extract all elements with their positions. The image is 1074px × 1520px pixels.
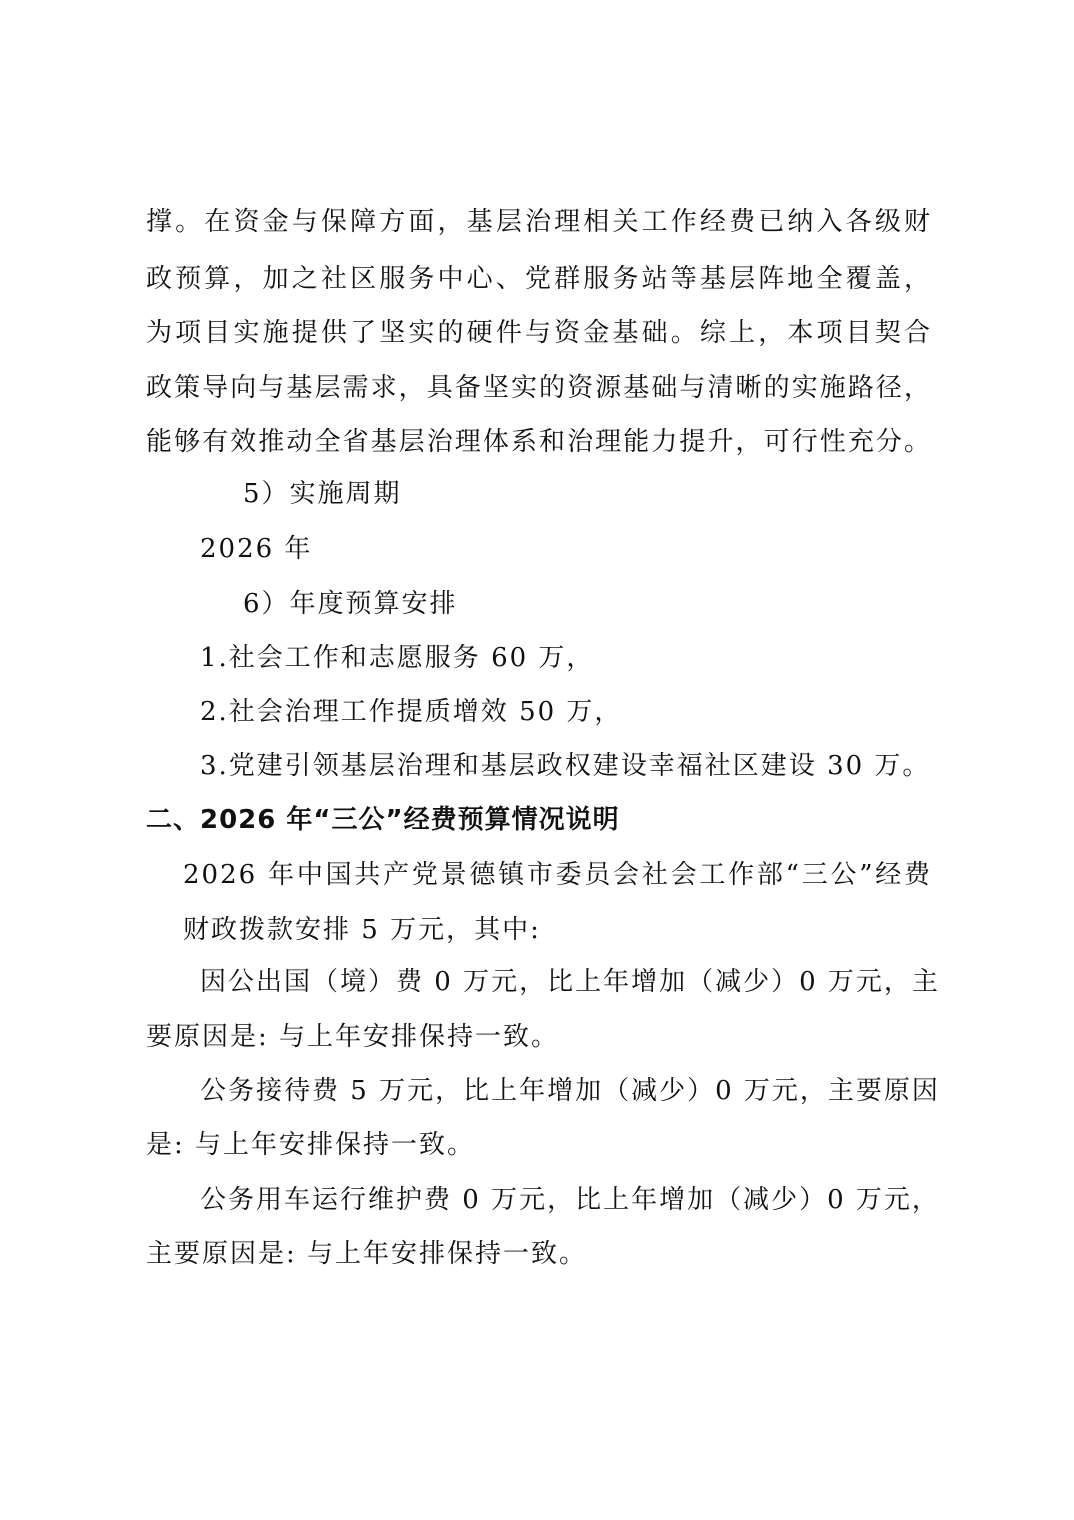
implementation-period-heading: 5）实施周期 bbox=[243, 479, 402, 509]
outbound-expense-line: 要原因是: 与上年安排保持一致。 bbox=[146, 1022, 560, 1052]
vehicle-expense-line: 公务用车运行维护费 0 万元，比上年增加（减少）0 万元， bbox=[200, 1185, 940, 1215]
paragraph-line: 为项目实施提供了坚实的硬件与资金基础。综上，本项目契合 bbox=[146, 318, 932, 348]
intro-line: 2026 年中国共产党景德镇市委员会社会工作部“三公”经费 bbox=[183, 860, 932, 890]
vehicle-expense-line: 主要原因是: 与上年安排保持一致。 bbox=[146, 1239, 588, 1269]
paragraph-line: 能够有效推动全省基层治理体系和治理能力提升，可行性充分。 bbox=[146, 427, 932, 457]
paragraph-line: 撑。在资金与保障方面，基层治理相关工作经费已纳入各级财 bbox=[146, 207, 932, 237]
budget-item: 2.社会治理工作提质增效 50 万， bbox=[200, 697, 623, 727]
outbound-expense-line: 因公出国（境）费 0 万元，比上年增加（减少）0 万元，主 bbox=[200, 967, 940, 997]
reception-expense-line: 是: 与上年安排保持一致。 bbox=[146, 1130, 476, 1160]
paragraph-line: 政策导向与基层需求，具备坚实的资源基础与清晰的实施路径， bbox=[146, 373, 932, 403]
implementation-period-value: 2026 年 bbox=[200, 534, 313, 564]
annual-budget-heading: 6）年度预算安排 bbox=[243, 589, 458, 619]
paragraph-line: 政预算，加之社区服务中心、党群服务站等基层阵地全覆盖， bbox=[146, 264, 932, 294]
section-two-title: 二、2026 年“三公”经费预算情况说明 bbox=[146, 805, 620, 835]
budget-item: 3.党建引领基层治理和基层政权建设幸福社区建设 30 万。 bbox=[200, 751, 931, 781]
intro-line: 财政拨款安排 5 万元，其中: bbox=[183, 915, 541, 945]
reception-expense-line: 公务接待费 5 万元，比上年增加（减少）0 万元，主要原因 bbox=[200, 1076, 940, 1106]
budget-item: 1.社会工作和志愿服务 60 万， bbox=[200, 643, 595, 673]
